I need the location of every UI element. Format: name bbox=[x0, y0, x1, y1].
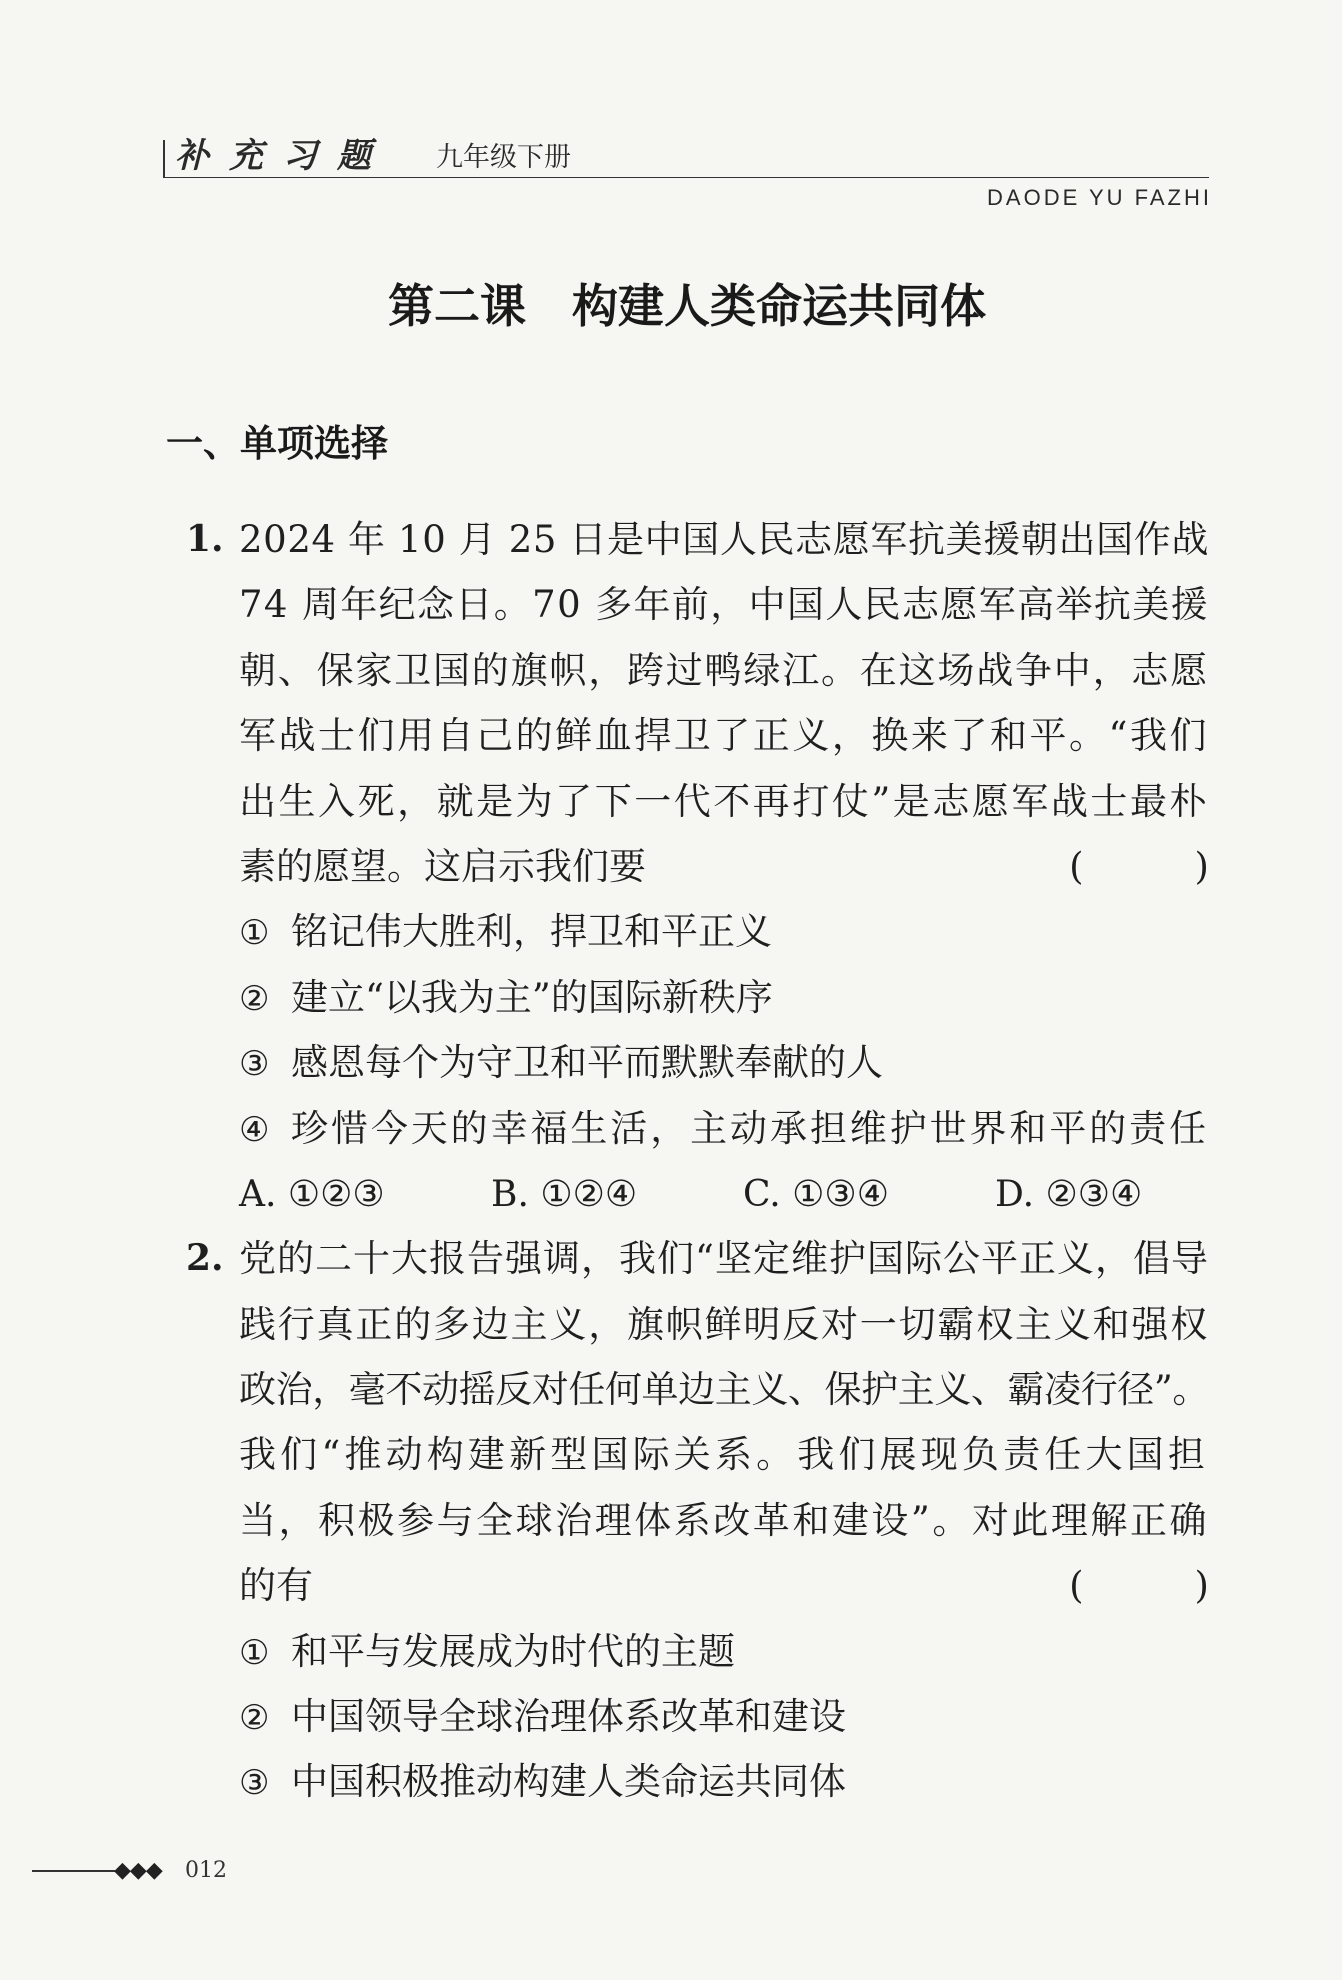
question-stem-line: 74 周年纪念日。70 多年前，中国人民志愿军高举抗美援 bbox=[239, 583, 1209, 627]
question-stem-line: 出生入死，就是为了下一代不再打仗”是志愿军战士最朴 bbox=[239, 779, 1209, 823]
option-item bbox=[239, 899, 1209, 964]
option-item bbox=[239, 1096, 1209, 1161]
question-stem-line: 朝、保家卫国的旗帜，跨过鸭绿江。在这场战争中，志愿 bbox=[239, 648, 1209, 692]
option-text: 和平与发展成为时代的主题 bbox=[291, 1629, 735, 1673]
question-stem-line: 践行真正的多边主义，旗帜鲜明反对一切霸权主义和强权 bbox=[239, 1302, 1209, 1346]
answer-choices bbox=[239, 1161, 1209, 1226]
choice-b: B. ①②④ bbox=[491, 1173, 638, 1215]
answer-bracket: ( ) bbox=[1069, 1564, 1209, 1608]
choice-c: C. ①③④ bbox=[743, 1173, 889, 1215]
question-stem-line: 军战士们用自己的鲜血捍卫了正义，换来了和平。“我们 bbox=[239, 714, 1209, 758]
option-text: 感恩每个为守卫和平而默默奉献的人 bbox=[291, 1041, 883, 1085]
question-stem-line: 素的愿望。这启示我们要 bbox=[239, 844, 646, 888]
option-mark: ① bbox=[239, 913, 270, 954]
option-text: 中国领导全球治理体系改革和建设 bbox=[291, 1695, 846, 1739]
question-2 bbox=[0, 1226, 1209, 1815]
option-text: 建立“以我为主”的国际新秩序 bbox=[291, 975, 773, 1019]
subject-pinyin: DAODE YU FAZHI bbox=[987, 185, 1212, 210]
option-item bbox=[239, 965, 1209, 1030]
question-list bbox=[0, 507, 1209, 1815]
lesson-title: 第二课 构建人类命运共同体 bbox=[388, 279, 986, 333]
answer-bracket: ( ) bbox=[1069, 844, 1209, 888]
question-stem-last-line bbox=[239, 1553, 1209, 1618]
question-stem-line: 2024 年 10 月 25 日是中国人民志愿军抗美援朝出国作战 bbox=[239, 518, 1209, 561]
option-mark: ② bbox=[239, 978, 270, 1019]
option-text: 中国积极推动构建人类命运共同体 bbox=[291, 1760, 846, 1804]
question-stem-line: 政治，毫不动摇反对任何单边主义、保护主义、霸凌行径”。 bbox=[239, 1368, 1209, 1412]
option-item bbox=[239, 1619, 1209, 1684]
option-text: 铭记伟大胜利，捍卫和平正义 bbox=[291, 910, 772, 954]
question-number: 1. bbox=[186, 518, 224, 560]
option-mark: ③ bbox=[239, 1763, 270, 1804]
option-item bbox=[239, 1684, 1209, 1749]
footer-rule bbox=[32, 1870, 115, 1872]
question-stem-line: 的有 bbox=[239, 1564, 313, 1608]
option-mark: ④ bbox=[239, 1109, 270, 1150]
question-stem-line: 党的二十大报告强调，我们“坚定维护国际公平正义，倡导 bbox=[239, 1237, 1209, 1281]
page-number: 012 bbox=[185, 1858, 227, 1883]
diamond-ornament-icon: ◆◆◆ bbox=[114, 1858, 162, 1883]
option-mark: ② bbox=[239, 1698, 270, 1739]
choice-a: A. ①②③ bbox=[239, 1173, 385, 1215]
question-number: 2. bbox=[186, 1237, 224, 1280]
question-stem-line: 我们“推动构建新型国际关系。我们展现负责任大国担 bbox=[239, 1433, 1209, 1477]
option-item bbox=[239, 1030, 1209, 1095]
option-mark: ③ bbox=[239, 1044, 270, 1085]
question-stem-last-line bbox=[239, 834, 1209, 899]
option-item bbox=[239, 1749, 1209, 1814]
option-text: 珍惜今天的幸福生活，主动承担维护世界和平的责任 bbox=[291, 1106, 1209, 1150]
page-footer bbox=[32, 1856, 332, 1886]
question-1 bbox=[0, 507, 1209, 1226]
choice-d: D. ②③④ bbox=[995, 1173, 1143, 1215]
running-header bbox=[163, 136, 1209, 178]
question-stem-line: 当，积极参与全球治理体系改革和建设”。对此理解正确 bbox=[239, 1498, 1209, 1542]
section-title: 一、单项选择 bbox=[166, 422, 388, 465]
grade-label: 九年级下册 bbox=[436, 142, 571, 173]
option-mark: ① bbox=[239, 1632, 270, 1673]
book-logo: 补充习题 bbox=[175, 136, 391, 176]
